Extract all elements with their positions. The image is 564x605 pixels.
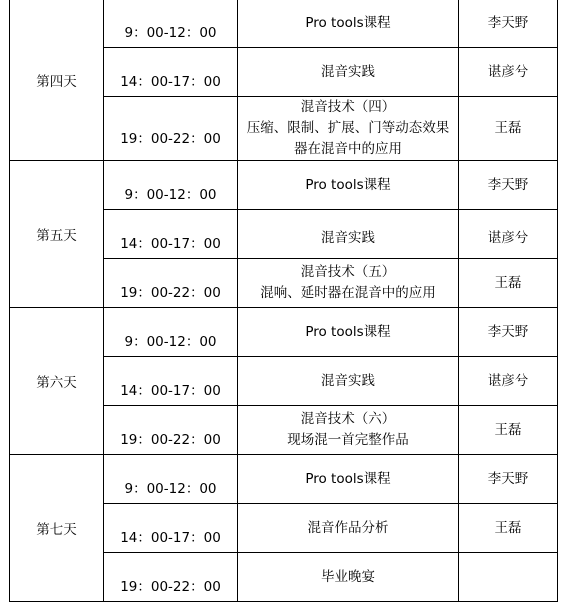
lecturer-name: 谌彦兮 [459, 48, 558, 97]
session-topic: 毕业晚宴 [238, 553, 459, 602]
session-topic: Pro tools课程 [238, 161, 459, 210]
time-slot: 19：00-22：00 [104, 259, 238, 308]
session-topic: 混音实践 [238, 210, 459, 259]
session-topic: 混音技术（六） 现场混一首完整作品 [238, 406, 459, 455]
time-slot: 9：00-12：00 [104, 308, 238, 357]
lecturer-name: 李天野 [459, 308, 558, 357]
time-slot: 19：00-22：00 [104, 406, 238, 455]
time-slot: 14：00-17：00 [104, 210, 238, 259]
table-row [10, 0, 558, 48]
time-slot: 9：00-12：00 [104, 161, 238, 210]
lecturer-name: 李天野 [459, 161, 558, 210]
time-slot: 9：00-12：00 [104, 0, 238, 48]
lecturer-name: 谌彦兮 [459, 357, 558, 406]
day-label: 第五天 [10, 161, 104, 308]
lecturer-name: 王磊 [459, 406, 558, 455]
lecturer-name: 王磊 [459, 259, 558, 308]
time-slot: 19：00-22：00 [104, 97, 238, 161]
session-topic: Pro tools课程 [238, 0, 459, 48]
table-row [10, 308, 558, 357]
lecturer-name: 王磊 [459, 97, 558, 161]
day-label: 第四天 [10, 0, 104, 161]
time-slot: 9：00-12：00 [104, 455, 238, 504]
session-topic: 混音实践 [238, 357, 459, 406]
session-topic: 混音实践 [238, 48, 459, 97]
session-topic: Pro tools课程 [238, 455, 459, 504]
lecturer-name: 王磊 [459, 504, 558, 553]
schedule-body [10, 0, 558, 602]
day-label: 第六天 [10, 308, 104, 455]
table-row [10, 161, 558, 210]
time-slot: 14：00-17：00 [104, 48, 238, 97]
session-topic: Pro tools课程 [238, 308, 459, 357]
session-topic: 混音技术（四） 压缩、限制、扩展、门等动态效果 器在混音中的应用 [238, 97, 459, 161]
session-topic: 混音技术（五） 混响、延时器在混音中的应用 [238, 259, 459, 308]
time-slot: 19：00-22：00 [104, 553, 238, 602]
schedule-table [9, 0, 558, 602]
lecturer-name [459, 553, 558, 602]
lecturer-name: 谌彦兮 [459, 210, 558, 259]
lecturer-name: 李天野 [459, 0, 558, 48]
time-slot: 14：00-17：00 [104, 504, 238, 553]
day-label: 第七天 [10, 455, 104, 602]
session-topic: 混音作品分析 [238, 504, 459, 553]
lecturer-name: 李天野 [459, 455, 558, 504]
time-slot: 14：00-17：00 [104, 357, 238, 406]
table-row [10, 455, 558, 504]
